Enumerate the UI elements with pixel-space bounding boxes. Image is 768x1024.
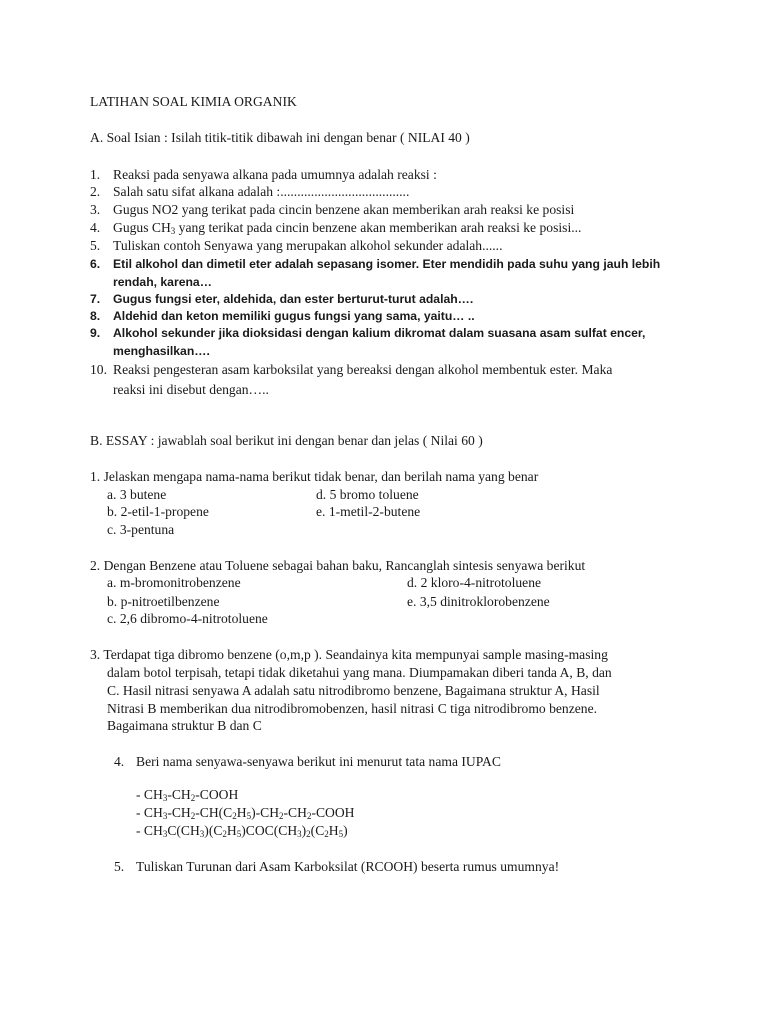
question-text-continued: Bagaimana struktur B dan C [107, 718, 262, 733]
option-e: e. 1-metil-2-butene [316, 504, 421, 519]
section-a-heading: A. Soal Isian : Isilah titik-titik dibawah ini dengan benar ( NILAI 40 ) [90, 130, 470, 145]
item-number: 5. [114, 859, 125, 874]
item-number: 7. [90, 292, 101, 306]
option-d: d. 2 kloro-4-nitrotoluene [407, 575, 542, 590]
item-text-continued: rendah, karena… [113, 275, 212, 289]
option-c: c. 2,6 dibromo-4-nitrotoluene [107, 611, 268, 626]
formula-2: - $CH_3-CH_2-CH(C_2H_5)-CH_2-CH_2$-COOH [136, 805, 355, 821]
question-text: 2. Dengan Benzene atau Toluene sebagai bahan baku, Rancanglah sintesis senyawa berikut [90, 558, 586, 573]
question-text: Beri nama senyawa-senyawa berikut ini menurut tata nama IUPAC [136, 754, 501, 769]
question-text: 3. Terdapat tiga dibromo benzene (o,m,p ). Seandainya kita mempunyai sample masing-masing [90, 647, 608, 662]
item-text: Gugus $CH_3$ yang terikat pada cincin benzene akan memberikan arah reaksi ke posisi... [113, 220, 582, 236]
item-number: 9. [90, 326, 101, 340]
item-text: Alkohol sekunder jika dioksidasi dengan kalium dikromat dalam suasana asam sulfat encer, [113, 326, 646, 340]
item-number: 4. [90, 220, 101, 235]
section-b-heading: B. ESSAY : jawablah soal berikut ini dengan benar dan jelas ( Nilai 60 ) [90, 433, 483, 448]
question-text: Tuliskan Turunan dari Asam Karboksilat (RCOOH) beserta rumus umumnya! [136, 859, 560, 874]
question-text-continued: dalam botol terpisah, tetapi tidak diketahui yang mana. Diumpamakan diberi tanda A, B, dan [107, 665, 612, 680]
document-title: LATIHAN SOAL KIMIA ORGANIK [90, 94, 297, 109]
item-text: Tuliskan contoh Senyawa yang merupakan alkohol sekunder adalah...... [113, 238, 503, 253]
option-c: c. 3-pentuna [107, 522, 175, 537]
item-number: 8. [90, 309, 101, 323]
item-text-continued: reaksi ini disebut dengan….. [113, 382, 269, 397]
option-a: a. 3 butene [107, 487, 167, 502]
item-text: Etil alkohol dan dimetil eter adalah sepasang isomer. Eter mendidih pada suhu yang jauh lebih [113, 257, 661, 271]
option-d: d. 5 bromo toluene [316, 487, 419, 502]
option-b: b. p-nitroetilbenzene [107, 594, 220, 609]
item-text: Salah satu sifat alkana adalah :...................................... [113, 184, 410, 199]
item-number: 10. [90, 362, 107, 377]
option-b: b. 2-etil-1-propene [107, 504, 209, 519]
item-number: 6. [90, 257, 101, 271]
option-e: e. 3,5 dinitroklorobenzene [407, 594, 550, 609]
item-number: 3. [90, 202, 101, 217]
item-number: 4. [114, 754, 125, 769]
question-text: 1. Jelaskan mengapa nama-nama berikut tidak benar, dan berilah nama yang benar [90, 469, 539, 484]
option-a: a. m-bromonitrobenzene [107, 575, 241, 590]
item-number: 5. [90, 238, 101, 253]
item-number: 2. [90, 184, 101, 199]
item-text: Gugus NO2 yang terikat pada cincin benzene akan memberikan arah reaksi ke posisi [113, 202, 575, 217]
item-text: Aldehid dan keton memiliki gugus fungsi yang sama, yaitu… .. [113, 309, 475, 323]
item-text: Reaksi pada senyawa alkana pada umumnya adalah reaksi : [113, 167, 437, 182]
formula-1: - $CH_3-CH_2$-COOH [136, 787, 239, 803]
item-text: Gugus fungsi eter, aldehida, dan ester berturut-turut adalah…. [113, 292, 474, 306]
item-text: Reaksi pengesteran asam karboksilat yang bereaksi dengan alkohol membentuk ester. Maka [113, 362, 613, 377]
formula-3: - $CH_3C(CH_3)(C_2H_5)COC(CH_3)_2(C_2H_5)$ [136, 823, 348, 839]
question-text-continued: C. Hasil nitrasi senyawa A adalah satu nitrodibromo benzene, Bagaimana struktur A, Hasil [107, 683, 600, 698]
question-text-continued: Nitrasi B memberikan dua nitrodibromobenzen, hasil nitrasi C tiga nitrodibromo benzene. [107, 701, 598, 716]
item-text-continued: menghasilkan…. [113, 344, 210, 358]
item-number: 1. [90, 167, 101, 182]
